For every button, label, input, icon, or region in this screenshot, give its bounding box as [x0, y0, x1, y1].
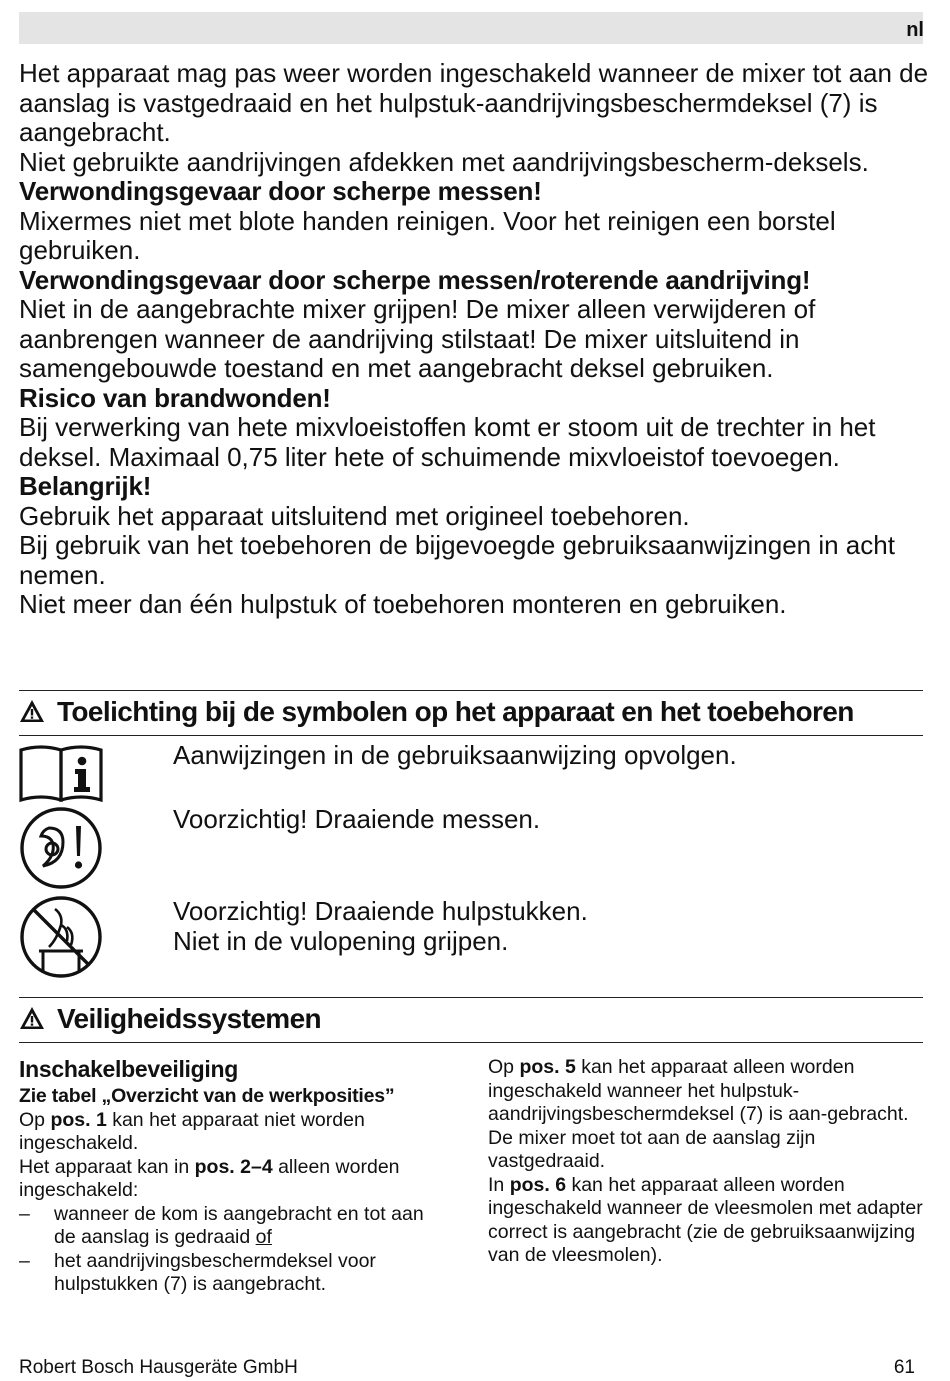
symbol-description-line: Voorzichtig! Draaiende hulpstukken. — [173, 896, 588, 926]
warning-triangle-icon — [19, 699, 45, 723]
paragraph: In pos. 6 kan het apparaat alleen worden ingeschakeld wanneer de vleesmolen met adapter correct is aangebracht (zie de gebruiksaanwijzing van de vleesmolen). — [488, 1173, 923, 1266]
warning-heading: Verwondingsgevaar door scherpe messen! — [19, 176, 542, 206]
symbols-section-title-text: Toelichting bij de symbolen op het apparaat en het toebehoren — [57, 696, 854, 727]
manual-info-icon — [19, 744, 105, 804]
header-bar — [19, 12, 923, 44]
warning-text: Niet gebruikte aandrijvingen afdekken met aandrijvingsbescherm-deksels. — [19, 146, 869, 177]
safety-section-title-text: Veiligheidssystemen — [57, 1003, 322, 1034]
paragraph: Op pos. 1 kan het apparaat niet worden ingeschakeld. — [19, 1108, 365, 1154]
subsection-title: Inschakelbeveiliging — [19, 1056, 238, 1082]
warning-heading: Belangrijk! — [19, 471, 152, 501]
list-item: – wanneer de kom is aangebracht en tot aan de aanslag is gedraaid of — [19, 1202, 424, 1248]
section-divider — [19, 690, 923, 691]
footer-company: Robert Bosch Hausgeräte GmbH — [19, 1357, 298, 1378]
position-label: pos. 5 — [519, 1056, 576, 1078]
underlined-or: of — [255, 1226, 272, 1248]
position-label: pos. 2–4 — [194, 1155, 273, 1178]
position-label: pos. 6 — [509, 1173, 567, 1196]
right-column — [488, 1056, 928, 1268]
table-reference: Zie tabel „Overzicht van de werkposities” — [19, 1085, 395, 1107]
warning-triangle-icon — [19, 1006, 45, 1030]
warnings-block — [19, 59, 929, 620]
warning-heading: Risico van brandwonden! — [19, 382, 331, 413]
section-divider — [19, 1042, 923, 1043]
page-number: 61 — [893, 1357, 915, 1378]
warning-text: Bij gebruik van het toebehoren de bijgevoegde gebruiksaanwijzingen in acht nemen. — [19, 530, 895, 590]
paragraph: Het apparaat kan in pos. 2–4 alleen worden ingeschakeld: — [19, 1155, 400, 1201]
symbol-description: Voorzichtig! Draaiende messen. — [173, 804, 541, 834]
paragraph: Op pos. 5 kan het apparaat alleen worden ingeschakeld wanneer het hulpstuk-aandrijvingsbeschermdeksel (7) is aan-gebracht. De mixer moet tot aan de aanslag zijn vastgedraaid. — [488, 1056, 909, 1172]
safety-section-title — [19, 1003, 321, 1035]
position-label: pos. 1 — [50, 1108, 107, 1131]
left-column — [19, 1055, 449, 1297]
list-item: – het aandrijvingsbeschermdeksel voor hulpstukken (7) is aangebracht. — [19, 1249, 376, 1295]
symbols-section-title — [19, 696, 854, 728]
symbol-description — [173, 897, 588, 956]
no-hand-in-opening-icon — [19, 895, 103, 979]
rotating-blade-warning-icon — [19, 806, 103, 890]
warning-text: Bij verwerking van hete mixvloeistoffen komt er stoom uit de trechter in het deksel. Maximaal 0,75 liter hete of schuimende mixvloeistof toevoegen. — [19, 412, 876, 472]
section-divider — [19, 735, 923, 736]
warning-heading: Verwondingsgevaar door scherpe messen/roterende aandrijving! — [19, 264, 811, 295]
symbol-description-line: Niet in de vulopening grijpen. — [173, 925, 509, 956]
section-divider — [19, 997, 923, 998]
warning-text: Gebruik het apparaat uitsluitend met origineel toebehoren. — [19, 500, 690, 531]
language-code: nl — [906, 19, 924, 41]
warning-text: Niet in de aangebrachte mixer grijpen! De mixer alleen verwijderen of aanbrengen wanneer de aandrijving stilstaat! De mixer uitsluitend in samengebouwde toestand en met aangebracht deksel gebruiken. — [19, 294, 816, 383]
warning-text: Het apparaat mag pas weer worden ingeschakeld wanneer de mixer tot aan de aanslag is vastgedraaid en het hulpstuk-aandrijvingsbeschermdeksel (7) is aangebracht. — [19, 58, 929, 147]
warning-text: Niet meer dan één hulpstuk of toebehoren monteren en gebruiken. — [19, 589, 787, 619]
symbol-description: Aanwijzingen in de gebruiksaanwijzing opvolgen. — [173, 740, 737, 770]
warning-text: Mixermes niet met blote handen reinigen. Voor het reinigen een borstel gebruiken. — [19, 205, 836, 265]
